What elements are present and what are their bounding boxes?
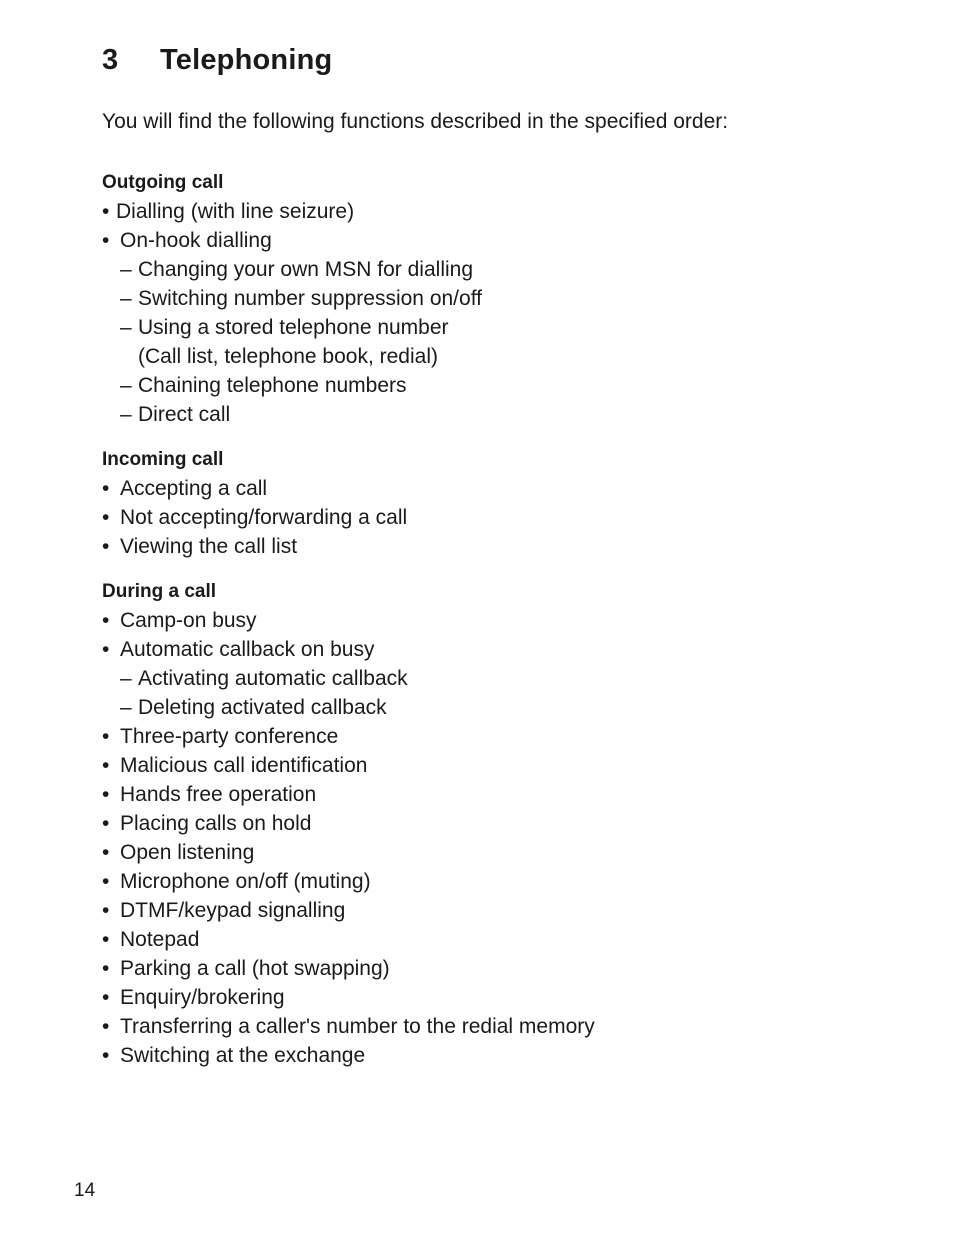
bullet-marker: • — [102, 957, 110, 980]
section-title: Outgoing call — [102, 172, 224, 193]
item-text: Deleting activated callback — [138, 696, 387, 719]
list-item — [102, 751, 902, 780]
bullet-marker: • — [102, 1015, 110, 1038]
list-item — [102, 226, 902, 255]
item-text: Camp-on busy — [120, 609, 257, 632]
dash-marker: – — [120, 667, 132, 690]
list-item — [102, 722, 902, 751]
list-item — [102, 635, 902, 664]
bullet-marker: • — [102, 754, 110, 777]
item-text: Switching number suppression on/off — [138, 287, 482, 310]
dash-marker: – — [120, 696, 132, 719]
item-text: Microphone on/off (muting) — [120, 870, 371, 893]
item-text: Placing calls on hold — [120, 812, 312, 835]
bullet-marker: • — [102, 725, 110, 748]
sub-list-item — [102, 664, 902, 693]
bullet-marker: • — [102, 200, 110, 223]
chapter-number: 3 — [102, 44, 119, 76]
item-text: Malicious call identification — [120, 754, 368, 777]
section-gap — [102, 429, 902, 445]
item-text: Hands free operation — [120, 783, 317, 806]
item-text: Not accepting/forwarding a call — [120, 506, 408, 529]
list-item — [102, 606, 902, 635]
dash-marker: – — [120, 287, 132, 310]
sub-list-item — [102, 284, 902, 313]
sub-list-item — [102, 693, 902, 722]
section-title: Incoming call — [102, 449, 224, 470]
item-text: Enquiry/brokering — [120, 986, 285, 1009]
item-text: Accepting a call — [120, 477, 268, 500]
item-text: DTMF/keypad signalling — [120, 899, 346, 922]
bullet-marker: • — [102, 477, 110, 500]
item-text: On-hook dialling — [120, 229, 272, 252]
item-text: Three-party conference — [120, 725, 339, 748]
list-item — [102, 954, 902, 983]
bullet-marker: • — [102, 928, 110, 951]
list-item — [102, 1012, 902, 1041]
item-text: Changing your own MSN for dialling — [138, 258, 474, 281]
item-text: Chaining telephone numbers — [138, 374, 407, 397]
item-text: Automatic callback on busy — [120, 638, 375, 661]
intro-text: You will find the following functions described in the specified order: — [102, 110, 729, 133]
bullet-marker: • — [102, 783, 110, 806]
bullet-marker: • — [102, 535, 110, 558]
list-item — [102, 896, 902, 925]
chapter-title: Telephoning — [160, 44, 333, 76]
function-list — [102, 168, 902, 1070]
list-item-continuation — [102, 342, 902, 371]
dash-marker: – — [120, 258, 132, 281]
item-text: Notepad — [120, 928, 200, 951]
bullet-marker: • — [102, 812, 110, 835]
sub-list-item — [102, 371, 902, 400]
item-text: Parking a call (hot swapping) — [120, 957, 390, 980]
item-text: Viewing the call list — [120, 535, 298, 558]
bullet-marker: • — [102, 609, 110, 632]
sub-list-item — [102, 313, 902, 342]
dash-marker: – — [120, 403, 132, 426]
list-item — [102, 867, 902, 896]
sub-list-item — [102, 400, 902, 429]
item-text: (Call list, telephone book, redial) — [138, 345, 438, 368]
item-text: Using a stored telephone number — [138, 316, 449, 339]
page-number: 14 — [74, 1180, 96, 1201]
sub-list-item — [102, 255, 902, 284]
bullet-marker: • — [102, 841, 110, 864]
bullet-marker: • — [102, 986, 110, 1009]
list-item — [102, 809, 902, 838]
bullet-marker: • — [102, 1044, 110, 1067]
item-text: Open listening — [120, 841, 255, 864]
list-item — [102, 532, 902, 561]
bullet-marker: • — [102, 638, 110, 661]
list-item — [102, 197, 902, 226]
item-text: Direct call — [138, 403, 231, 426]
item-text: Activating automatic callback — [138, 667, 408, 690]
bullet-marker: • — [102, 506, 110, 529]
list-item — [102, 474, 902, 503]
list-item — [102, 838, 902, 867]
bullet-marker: • — [102, 870, 110, 893]
item-text: Dialling (with line seizure) — [116, 200, 355, 223]
item-text: Transferring a caller's number to the redial memory — [120, 1015, 595, 1038]
item-text: Switching at the exchange — [120, 1044, 366, 1067]
chapter-heading — [102, 44, 332, 77]
list-item — [102, 1041, 902, 1070]
list-item — [102, 925, 902, 954]
bullet-marker: • — [102, 899, 110, 922]
dash-marker: – — [120, 316, 132, 339]
list-item — [102, 780, 902, 809]
list-item — [102, 503, 902, 532]
dash-marker: – — [120, 374, 132, 397]
section-title: During a call — [102, 581, 217, 602]
section-gap — [102, 561, 902, 577]
list-item — [102, 983, 902, 1012]
bullet-marker: • — [102, 229, 110, 252]
